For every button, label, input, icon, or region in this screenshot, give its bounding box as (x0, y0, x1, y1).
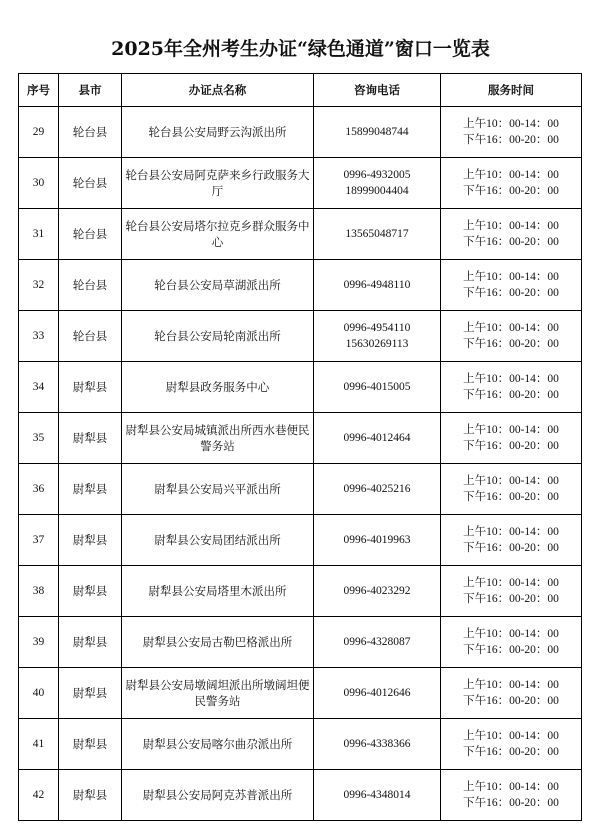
county-name: 尉犁县 (59, 464, 122, 515)
afternoon-hours: 下午16：00-20：00 (463, 287, 559, 299)
column-header-number: 序号 (19, 74, 59, 107)
county-name: 尉犁县 (59, 668, 122, 719)
row-number: 34 (19, 362, 59, 413)
phone-cell (314, 464, 441, 515)
service-hours-cell (441, 260, 582, 311)
phone-number: 0996-4348014 (343, 789, 411, 801)
morning-hours: 上午10：00-14：00 (463, 781, 559, 793)
morning-hours: 上午10：00-14：00 (463, 679, 559, 691)
row-number: 41 (19, 719, 59, 770)
afternoon-hours: 下午16：00-20：00 (463, 185, 559, 197)
service-hours-cell (441, 362, 582, 413)
table-row (19, 770, 582, 821)
afternoon-hours: 下午16：00-20：00 (463, 797, 559, 809)
afternoon-hours: 下午16：00-20：00 (463, 389, 559, 401)
service-hours-cell (441, 668, 582, 719)
phone-number: 0996-4012464 (343, 432, 411, 444)
service-window-table (18, 73, 582, 821)
row-number: 37 (19, 515, 59, 566)
phone-number: 0996-4948110 (343, 279, 411, 291)
office-name: 尉犁县公安局古勒巴格派出所 (122, 617, 314, 668)
row-number: 33 (19, 311, 59, 362)
afternoon-hours: 下午16：00-20：00 (463, 236, 559, 248)
column-header-phone: 咨询电话 (314, 74, 441, 107)
afternoon-hours: 下午16：00-20：00 (463, 542, 559, 554)
afternoon-hours: 下午16：00-20：00 (463, 695, 559, 707)
county-name: 尉犁县 (59, 413, 122, 464)
phone-cell (314, 209, 441, 260)
morning-hours: 上午10：00-14：00 (463, 628, 559, 640)
afternoon-hours: 下午16：00-20：00 (463, 491, 559, 503)
county-name: 尉犁县 (59, 515, 122, 566)
service-hours-cell (441, 464, 582, 515)
service-hours-cell (441, 311, 582, 362)
table-row (19, 668, 582, 719)
phone-number: 15899048744 (345, 126, 409, 138)
county-name: 轮台县 (59, 158, 122, 209)
service-hours-cell (441, 107, 582, 158)
office-name: 尉犁县公安局喀尔曲尕派出所 (122, 719, 314, 770)
phone-number: 0996-4019963 (343, 534, 411, 546)
office-name: 尉犁县公安局墩阔坦派出所墩阔坦便民警务站 (122, 668, 314, 719)
phone-cell (314, 668, 441, 719)
office-name: 轮台县公安局轮南派出所 (122, 311, 314, 362)
service-hours-cell (441, 719, 582, 770)
table-body (19, 107, 582, 821)
row-number: 42 (19, 770, 59, 821)
phone-cell (314, 770, 441, 821)
phone-number: 0996-4338366 (343, 738, 411, 750)
header-row (19, 74, 582, 107)
table-header (19, 74, 582, 107)
phone-number: 15630269113 (345, 338, 409, 350)
phone-number: 0996-4012646 (343, 687, 411, 699)
service-hours-cell (441, 617, 582, 668)
phone-number: 0996-4954110 (343, 322, 411, 334)
row-number: 32 (19, 260, 59, 311)
table-row (19, 209, 582, 260)
county-name: 轮台县 (59, 107, 122, 158)
table-row (19, 260, 582, 311)
phone-number: 0996-4023292 (343, 585, 411, 597)
service-hours-cell (441, 770, 582, 821)
morning-hours: 上午10：00-14：00 (463, 577, 559, 589)
afternoon-hours: 下午16：00-20：00 (463, 134, 559, 146)
row-number: 31 (19, 209, 59, 260)
office-name: 轮台县公安局塔尔拉克乡群众服务中心 (122, 209, 314, 260)
phone-cell (314, 617, 441, 668)
phone-number: 0996-4932005 (343, 169, 411, 181)
phone-number: 0996-4025216 (343, 483, 411, 495)
afternoon-hours: 下午16：00-20：00 (463, 644, 559, 656)
afternoon-hours: 下午16：00-20：00 (463, 746, 559, 758)
office-name: 轮台县公安局草湖派出所 (122, 260, 314, 311)
row-number: 39 (19, 617, 59, 668)
morning-hours: 上午10：00-14：00 (463, 475, 559, 487)
phone-number: 0996-4015005 (343, 381, 411, 393)
morning-hours: 上午10：00-14：00 (463, 271, 559, 283)
morning-hours: 上午10：00-14：00 (463, 373, 559, 385)
service-hours-cell (441, 515, 582, 566)
county-name: 尉犁县 (59, 566, 122, 617)
row-number: 36 (19, 464, 59, 515)
column-header-office-name: 办证点名称 (122, 74, 314, 107)
phone-cell (314, 260, 441, 311)
table-row (19, 566, 582, 617)
table-row (19, 158, 582, 209)
office-name: 尉犁县公安局阿克苏普派出所 (122, 770, 314, 821)
phone-cell (314, 362, 441, 413)
office-name: 轮台县公安局野云沟派出所 (122, 107, 314, 158)
phone-cell (314, 107, 441, 158)
phone-cell (314, 719, 441, 770)
service-hours-cell (441, 158, 582, 209)
office-name: 尉犁县公安局团结派出所 (122, 515, 314, 566)
county-name: 尉犁县 (59, 770, 122, 821)
phone-number: 18999004404 (345, 185, 409, 197)
morning-hours: 上午10：00-14：00 (463, 220, 559, 232)
afternoon-hours: 下午16：00-20：00 (463, 440, 559, 452)
table-row (19, 464, 582, 515)
row-number: 40 (19, 668, 59, 719)
table-row (19, 719, 582, 770)
office-name: 轮台县公安局阿克萨来乡行政服务大厅 (122, 158, 314, 209)
phone-cell (314, 566, 441, 617)
service-hours-cell (441, 413, 582, 464)
phone-cell (314, 515, 441, 566)
table-row (19, 311, 582, 362)
county-name: 尉犁县 (59, 719, 122, 770)
office-name: 尉犁县公安局城镇派出所西水巷便民警务站 (122, 413, 314, 464)
afternoon-hours: 下午16：00-20：00 (463, 338, 559, 350)
office-name: 尉犁县政务服务中心 (122, 362, 314, 413)
morning-hours: 上午10：00-14：00 (463, 424, 559, 436)
morning-hours: 上午10：00-14：00 (463, 322, 559, 334)
phone-cell (314, 158, 441, 209)
row-number: 35 (19, 413, 59, 464)
afternoon-hours: 下午16：00-20：00 (463, 593, 559, 605)
morning-hours: 上午10：00-14：00 (463, 730, 559, 742)
phone-number: 0996-4328087 (343, 636, 411, 648)
table-row (19, 617, 582, 668)
column-header-county: 县市 (59, 74, 122, 107)
service-hours-cell (441, 209, 582, 260)
phone-cell (314, 311, 441, 362)
county-name: 轮台县 (59, 209, 122, 260)
phone-number: 13565048717 (345, 228, 409, 240)
row-number: 30 (19, 158, 59, 209)
page-title: 2025年全州考生办证“绿色通道”窗口一览表 (111, 38, 490, 60)
county-name: 轮台县 (59, 260, 122, 311)
column-header-hours: 服务时间 (441, 74, 582, 107)
row-number: 29 (19, 107, 59, 158)
morning-hours: 上午10：00-14：00 (463, 526, 559, 538)
table-row (19, 413, 582, 464)
county-name: 尉犁县 (59, 617, 122, 668)
table-row (19, 515, 582, 566)
phone-cell (314, 413, 441, 464)
office-name: 尉犁县公安局塔里木派出所 (122, 566, 314, 617)
morning-hours: 上午10：00-14：00 (463, 118, 559, 130)
county-name: 尉犁县 (59, 362, 122, 413)
county-name: 轮台县 (59, 311, 122, 362)
table-row (19, 362, 582, 413)
table-row (19, 107, 582, 158)
row-number: 38 (19, 566, 59, 617)
morning-hours: 上午10：00-14：00 (463, 169, 559, 181)
service-hours-cell (441, 566, 582, 617)
office-name: 尉犁县公安局兴平派出所 (122, 464, 314, 515)
